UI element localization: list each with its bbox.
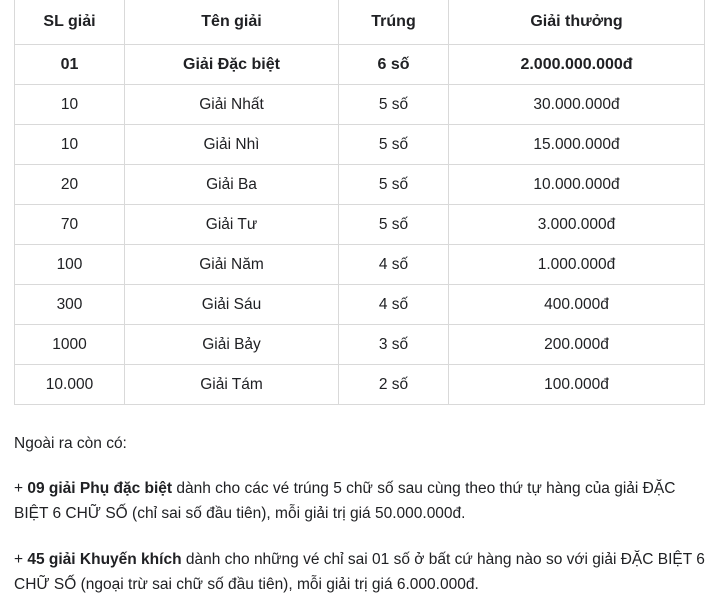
cell-match: 5 số	[339, 165, 449, 205]
cell-match: 3 số	[339, 325, 449, 365]
column-header-count: SL giải	[15, 0, 125, 45]
table-row	[15, 285, 705, 325]
note-special-sub-prize	[14, 476, 706, 526]
cell-name: Giải Ba	[125, 165, 339, 205]
cell-match: 4 số	[339, 285, 449, 325]
cell-count: 100	[15, 245, 125, 285]
note-2-text: dành cho những vé chỉ sai 01 số ở bất cứ hàng nào so với giải ĐẶC BIỆT 6 CHỮ SỐ (ngoại trừ sai chữ số đầu tiên), mỗi giải trị giá 6.000.000đ.	[14, 551, 705, 593]
cell-prize: 10.000.000đ	[449, 165, 705, 205]
table-row	[15, 85, 705, 125]
cell-name: Giải Nhì	[125, 125, 339, 165]
cell-name: Giải Đặc biệt	[125, 45, 339, 85]
note-2-highlight: 45 giải Khuyến khích	[27, 551, 182, 568]
column-header-prize: Giải thưởng	[449, 0, 705, 45]
cell-count: 10	[15, 85, 125, 125]
note-1-highlight: 09 giải Phụ đặc biệt	[27, 480, 173, 497]
cell-count: 01	[15, 45, 125, 85]
cell-name: Giải Sáu	[125, 285, 339, 325]
cell-name: Giải Năm	[125, 245, 339, 285]
column-header-name: Tên giải	[125, 0, 339, 45]
additional-notes	[0, 431, 720, 597]
cell-match: 4 số	[339, 245, 449, 285]
table-row	[15, 245, 705, 285]
cell-match: 5 số	[339, 85, 449, 125]
table-row	[15, 45, 705, 85]
cell-prize: 15.000.000đ	[449, 125, 705, 165]
note-1-prefix: +	[14, 480, 28, 497]
cell-prize: 30.000.000đ	[449, 85, 705, 125]
table-row	[15, 125, 705, 165]
table-body	[15, 45, 705, 405]
note-consolation-prize	[14, 547, 706, 597]
table-row	[15, 365, 705, 405]
table-row	[15, 325, 705, 365]
prize-table	[14, 0, 705, 405]
cell-prize: 100.000đ	[449, 365, 705, 405]
cell-name: Giải Tám	[125, 365, 339, 405]
cell-prize: 2.000.000.000đ	[449, 45, 705, 85]
cell-match: 5 số	[339, 205, 449, 245]
cell-match: 5 số	[339, 125, 449, 165]
table-header	[15, 0, 705, 45]
cell-prize: 200.000đ	[449, 325, 705, 365]
cell-count: 1000	[15, 325, 125, 365]
cell-count: 70	[15, 205, 125, 245]
cell-prize: 3.000.000đ	[449, 205, 705, 245]
cell-match: 6 số	[339, 45, 449, 85]
cell-count: 20	[15, 165, 125, 205]
cell-name: Giải Tư	[125, 205, 339, 245]
cell-name: Giải Nhất	[125, 85, 339, 125]
cell-name: Giải Bảy	[125, 325, 339, 365]
cell-prize: 400.000đ	[449, 285, 705, 325]
cell-count: 10	[15, 125, 125, 165]
cell-count: 300	[15, 285, 125, 325]
notes-intro: Ngoài ra còn có:	[14, 435, 127, 452]
cell-count: 10.000	[15, 365, 125, 405]
table-row	[15, 165, 705, 205]
note-2-prefix: +	[14, 551, 28, 568]
table-header-row	[15, 0, 705, 45]
cell-prize: 1.000.000đ	[449, 245, 705, 285]
table-row	[15, 205, 705, 245]
cell-match: 2 số	[339, 365, 449, 405]
column-header-match: Trúng	[339, 0, 449, 45]
note-1-text: dành cho các vé trúng 5 chữ số sau cùng theo thứ tự hàng của giải ĐẶC BIỆT 6 CHỮ SỐ (chỉ sai số đầu tiên), mỗi giải trị giá 50.000.000đ.	[14, 480, 676, 522]
